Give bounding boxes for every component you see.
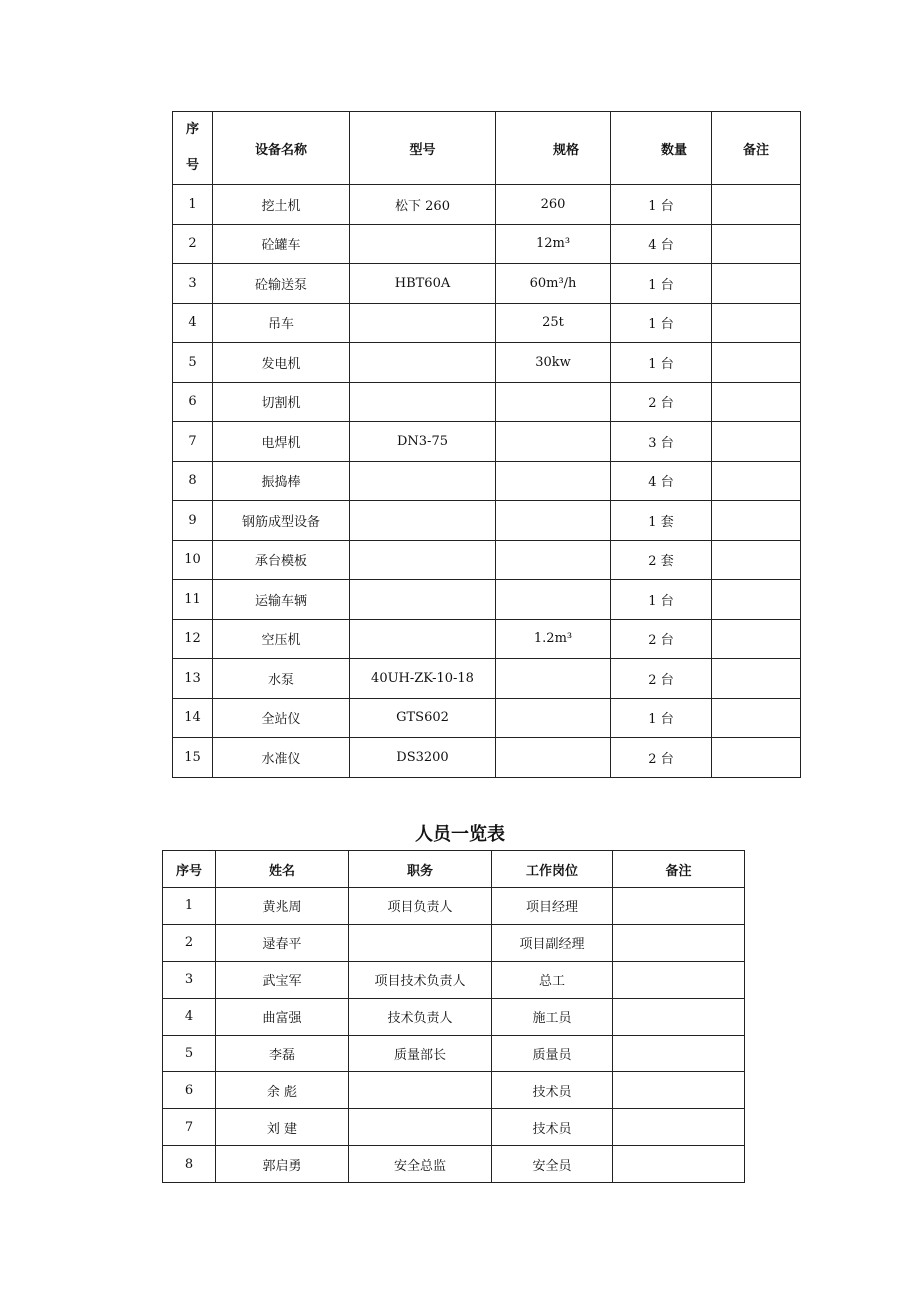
equipment-row — [173, 501, 801, 541]
cell-equipment-name: 切割机 — [213, 382, 350, 422]
cell-staff-duty: 项目技术负责人 — [349, 961, 492, 998]
cell-staff-index: 4 — [163, 998, 216, 1035]
cell-equipment-name: 运输车辆 — [213, 580, 350, 620]
header-index-line2: 号 — [185, 158, 199, 173]
cell-index: 9 — [173, 501, 213, 541]
cell-note — [712, 264, 801, 304]
header-staff-post: 工作岗位 — [492, 851, 613, 888]
cell-quantity: 2 台 — [611, 382, 712, 422]
cell-note — [712, 698, 801, 738]
cell-index: 5 — [173, 343, 213, 383]
cell-spec — [496, 461, 611, 501]
cell-staff-note — [613, 1109, 745, 1146]
cell-spec: 1.2m³ — [496, 619, 611, 659]
cell-quantity: 1 台 — [611, 264, 712, 304]
cell-staff-index: 2 — [163, 924, 216, 961]
cell-staff-note — [613, 1035, 745, 1072]
cell-equipment-name: 吊车 — [213, 303, 350, 343]
cell-spec — [496, 580, 611, 620]
cell-staff-post: 项目经理 — [492, 888, 613, 925]
cell-spec — [496, 738, 611, 778]
cell-model — [350, 580, 496, 620]
equipment-row — [173, 303, 801, 343]
staff-row — [163, 924, 745, 961]
cell-quantity: 1 台 — [611, 185, 712, 225]
cell-equipment-name: 电焊机 — [213, 422, 350, 462]
cell-staff-note — [613, 998, 745, 1035]
cell-model — [350, 501, 496, 541]
cell-index: 4 — [173, 303, 213, 343]
staff-body — [163, 888, 745, 1183]
cell-quantity: 1 台 — [611, 343, 712, 383]
equipment-row — [173, 738, 801, 778]
cell-model: GTS602 — [350, 698, 496, 738]
cell-quantity: 4 台 — [611, 224, 712, 264]
cell-index: 3 — [173, 264, 213, 304]
cell-staff-index: 6 — [163, 1072, 216, 1109]
staff-table-title: 人员一览表 — [415, 824, 505, 845]
cell-quantity: 4 台 — [611, 461, 712, 501]
cell-note — [712, 382, 801, 422]
header-equipment-name: 设备名称 — [213, 112, 350, 185]
cell-spec — [496, 659, 611, 699]
cell-spec — [496, 698, 611, 738]
cell-model: 松下 260 — [350, 185, 496, 225]
equipment-row — [173, 540, 801, 580]
cell-note — [712, 422, 801, 462]
cell-staff-note — [613, 888, 745, 925]
cell-quantity: 2 台 — [611, 659, 712, 699]
cell-model — [350, 540, 496, 580]
cell-note — [712, 343, 801, 383]
cell-index: 10 — [173, 540, 213, 580]
cell-note — [712, 659, 801, 699]
cell-note — [712, 224, 801, 264]
staff-row — [163, 888, 745, 925]
cell-equipment-name: 砼输送泵 — [213, 264, 350, 304]
staff-row — [163, 1035, 745, 1072]
cell-staff-note — [613, 961, 745, 998]
cell-spec — [496, 382, 611, 422]
cell-staff-post: 质量员 — [492, 1035, 613, 1072]
header-index-line1: 序 — [185, 122, 199, 137]
staff-row — [163, 1146, 745, 1183]
cell-equipment-name: 振捣棒 — [213, 461, 350, 501]
cell-staff-index: 8 — [163, 1146, 216, 1183]
cell-model: HBT60A — [350, 264, 496, 304]
cell-staff-post: 项目副经理 — [492, 924, 613, 961]
cell-spec: 25t — [496, 303, 611, 343]
equipment-body — [173, 185, 801, 778]
equipment-row — [173, 185, 801, 225]
cell-staff-name: 李磊 — [216, 1035, 349, 1072]
cell-model — [350, 303, 496, 343]
cell-quantity: 2 套 — [611, 540, 712, 580]
cell-model — [350, 343, 496, 383]
cell-staff-duty — [349, 1109, 492, 1146]
cell-staff-duty: 质量部长 — [349, 1035, 492, 1072]
cell-staff-name: 余 彪 — [216, 1072, 349, 1109]
cell-model: DS3200 — [350, 738, 496, 778]
cell-staff-index: 1 — [163, 888, 216, 925]
cell-note — [712, 540, 801, 580]
cell-model: DN3-75 — [350, 422, 496, 462]
cell-index: 8 — [173, 461, 213, 501]
cell-index: 6 — [173, 382, 213, 422]
cell-equipment-name: 承台模板 — [213, 540, 350, 580]
equipment-row — [173, 619, 801, 659]
cell-staff-name: 郭启勇 — [216, 1146, 349, 1183]
equipment-row — [173, 461, 801, 501]
cell-model — [350, 224, 496, 264]
cell-index: 1 — [173, 185, 213, 225]
equipment-row — [173, 580, 801, 620]
cell-staff-duty — [349, 924, 492, 961]
cell-staff-duty — [349, 1072, 492, 1109]
cell-index: 2 — [173, 224, 213, 264]
cell-note — [712, 461, 801, 501]
cell-index: 15 — [173, 738, 213, 778]
cell-staff-post: 施工员 — [492, 998, 613, 1035]
cell-quantity: 2 台 — [611, 619, 712, 659]
equipment-row — [173, 264, 801, 304]
cell-equipment-name: 砼罐车 — [213, 224, 350, 264]
cell-quantity: 1 台 — [611, 303, 712, 343]
header-staff-duty: 职务 — [349, 851, 492, 888]
cell-index: 11 — [173, 580, 213, 620]
header-quantity: 数量 — [611, 112, 712, 185]
cell-quantity: 1 套 — [611, 501, 712, 541]
staff-row — [163, 1109, 745, 1146]
cell-staff-note — [613, 1072, 745, 1109]
cell-equipment-name: 发电机 — [213, 343, 350, 383]
equipment-row — [173, 659, 801, 699]
equipment-row — [173, 422, 801, 462]
cell-staff-index: 7 — [163, 1109, 216, 1146]
header-staff-index: 序号 — [163, 851, 216, 888]
equipment-header-row — [173, 112, 801, 185]
cell-staff-name: 武宝军 — [216, 961, 349, 998]
cell-quantity: 1 台 — [611, 698, 712, 738]
cell-index: 13 — [173, 659, 213, 699]
cell-model — [350, 461, 496, 501]
cell-spec — [496, 540, 611, 580]
cell-equipment-name: 水准仪 — [213, 738, 350, 778]
cell-equipment-name: 空压机 — [213, 619, 350, 659]
staff-row — [163, 998, 745, 1035]
equipment-row — [173, 224, 801, 264]
cell-staff-post: 技术员 — [492, 1109, 613, 1146]
cell-quantity: 3 台 — [611, 422, 712, 462]
cell-staff-name: 逯春平 — [216, 924, 349, 961]
cell-staff-post: 技术员 — [492, 1072, 613, 1109]
cell-quantity: 2 台 — [611, 738, 712, 778]
cell-staff-post: 安全员 — [492, 1146, 613, 1183]
cell-staff-index: 5 — [163, 1035, 216, 1072]
cell-spec: 260 — [496, 185, 611, 225]
cell-index: 12 — [173, 619, 213, 659]
cell-spec: 12m³ — [496, 224, 611, 264]
cell-staff-name: 曲富强 — [216, 998, 349, 1035]
staff-header-row — [163, 851, 745, 888]
cell-note — [712, 303, 801, 343]
header-staff-name: 姓名 — [216, 851, 349, 888]
equipment-row — [173, 382, 801, 422]
staff-row — [163, 1072, 745, 1109]
equipment-table — [172, 111, 801, 778]
equipment-row — [173, 698, 801, 738]
header-spec: 规格 — [496, 112, 611, 185]
cell-equipment-name: 水泵 — [213, 659, 350, 699]
cell-spec: 30kw — [496, 343, 611, 383]
cell-note — [712, 185, 801, 225]
cell-note — [712, 580, 801, 620]
cell-index: 7 — [173, 422, 213, 462]
cell-staff-name: 刘 建 — [216, 1109, 349, 1146]
cell-equipment-name: 全站仪 — [213, 698, 350, 738]
cell-staff-name: 黄兆周 — [216, 888, 349, 925]
header-index — [173, 112, 213, 185]
cell-spec — [496, 501, 611, 541]
header-note: 备注 — [712, 112, 801, 185]
cell-staff-post: 总工 — [492, 961, 613, 998]
cell-note — [712, 501, 801, 541]
cell-model — [350, 382, 496, 422]
cell-note — [712, 619, 801, 659]
cell-model: 40UH-ZK-10-18 — [350, 659, 496, 699]
header-staff-note: 备注 — [613, 851, 745, 888]
cell-staff-duty: 技术负责人 — [349, 998, 492, 1035]
cell-note — [712, 738, 801, 778]
cell-staff-duty: 项目负责人 — [349, 888, 492, 925]
cell-staff-duty: 安全总监 — [349, 1146, 492, 1183]
cell-equipment-name: 挖土机 — [213, 185, 350, 225]
cell-spec: 60m³/h — [496, 264, 611, 304]
header-model: 型号 — [350, 112, 496, 185]
cell-equipment-name: 钢筋成型设备 — [213, 501, 350, 541]
cell-spec — [496, 422, 611, 462]
staff-table — [162, 850, 745, 1183]
equipment-row — [173, 343, 801, 383]
cell-quantity: 1 台 — [611, 580, 712, 620]
cell-index: 14 — [173, 698, 213, 738]
staff-row — [163, 961, 745, 998]
cell-staff-note — [613, 1146, 745, 1183]
cell-model — [350, 619, 496, 659]
cell-staff-index: 3 — [163, 961, 216, 998]
cell-staff-note — [613, 924, 745, 961]
